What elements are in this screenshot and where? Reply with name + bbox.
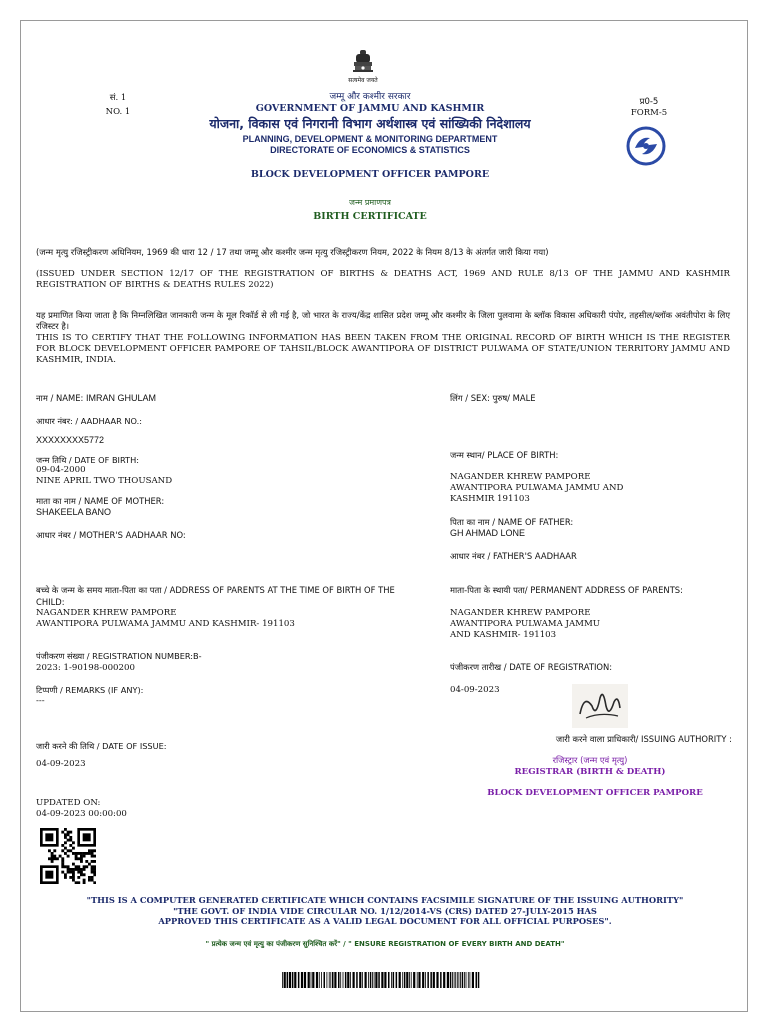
office-title: BLOCK DEVELOPMENT OFFICER PAMPORE: [250, 169, 490, 180]
sex-label: लिंग / SEX:: [450, 393, 490, 403]
barcode: [282, 972, 482, 988]
father-name-label: पिता का नाम / NAME OF FATHER:: [450, 517, 574, 527]
place-of-birth-line3: KASHMIR 191103: [450, 494, 530, 504]
national-emblem-icon: [349, 48, 377, 78]
certificate-title-hi: जन्म प्रमाणपत्र: [349, 198, 391, 207]
issue-date-value: 04-09-2023: [36, 759, 86, 769]
registrar-title-hi: रजिस्ट्रार (जन्म एवं मृत्यु): [552, 755, 628, 765]
form-number-en: FORM-5: [630, 108, 668, 118]
father-name-value: GH AHMAD LONE: [450, 528, 526, 538]
issued-under-hi: (जन्म मृत्यु रजिस्ट्रीकरण अधिनियम, 1969 की धारा 12 / 17 तथा जम्मू और कश्मीर जन्म मृत्यु रजिस्ट्रीकरण नियम, 2022 के नियम 8/13 के अंतर्गत जारी किया गया): [36, 247, 549, 257]
department-title-en: PLANNING, DEVELOPMENT & MONITORING DEPARTMENT: [242, 134, 498, 144]
government-title-en: GOVERNMENT OF JAMMU AND KASHMIR: [255, 103, 485, 114]
father-aadhaar-label: आधार नंबर / FATHER'S AADHAAR: [450, 551, 577, 561]
remarks-value: ---: [36, 696, 45, 706]
dob-value: 09-04-2000: [36, 465, 86, 475]
registration-date-value: 04-09-2023: [450, 685, 500, 695]
birth-address-line1: NAGANDER KHREW PAMPORE: [36, 608, 177, 618]
permanent-address-line1: NAGANDER KHREW PAMPORE: [450, 608, 591, 618]
mother-name-value: SHAKEELA BANO: [36, 507, 112, 517]
dob-words: NINE APRIL TWO THOUSAND: [36, 476, 173, 486]
directorate-title-en: DIRECTORATE OF ECONOMICS & STATISTICS: [270, 145, 470, 155]
emblem-caption: सत्यमेव जयते: [348, 77, 378, 84]
name-label: नाम / NAME:: [36, 393, 84, 403]
issue-date-label: जारी करने की तिथि / DATE OF ISSUE:: [36, 741, 167, 751]
issuing-authority-label: जारी करने वाला प्राधिकारी/ ISSUING AUTHORITY :: [555, 734, 732, 744]
registration-number-value: 2023: 1-90198-000200: [36, 663, 135, 673]
registration-number-label: पंजीकरण संख्या / REGISTRATION NUMBER:B-: [36, 651, 202, 661]
registration-date-label: पंजीकरण तारीख / DATE OF REGISTRATION:: [450, 662, 613, 672]
office-footer-title: BLOCK DEVELOPMENT OFFICER PAMPORE: [487, 788, 703, 798]
registrar-signature: [572, 684, 628, 728]
department-logo-icon: [626, 126, 666, 166]
permanent-address-line2: AWANTIPORA PULWAMA JAMMU: [450, 619, 601, 629]
place-of-birth-line1: NAGANDER KHREW PAMPORE: [450, 472, 591, 482]
permanent-address-line3: AND KASHMIR- 191103: [450, 630, 557, 640]
form-number-hi: प्र0-5: [639, 97, 659, 107]
aadhaar-label: आधार नंबर: / AADHAAR NO.:: [36, 416, 142, 426]
name-value: IMRAN GHULAM: [86, 393, 157, 403]
department-title-hi: योजना, विकास एवं निगरानी विभाग अर्थशास्त्र एवं सांख्यिकी निदेशालय: [209, 116, 531, 131]
mother-name-label: माता का नाम / NAME OF MOTHER:: [36, 496, 165, 506]
issued-under-en: (ISSUED UNDER SECTION 12/17 OF THE REGISTRATION OF BIRTHS & DEATHS ACT, 1969 AND RULE 8/13 OF THE JAMMU AND KASHMIR REGISTRATION OF BIRTHS & DEATHS RULES 2022): [36, 269, 730, 290]
remarks-label: टिप्पणी / REMARKS (IF ANY):: [36, 685, 144, 695]
footer-note-2: "THE GOVT. OF INDIA VIDE CIRCULAR NO. 1/12/2014-VS (CRS) DATED 27-JULY-2015 HAS: [173, 906, 597, 916]
sex-row: [450, 393, 730, 404]
certificate-title-en: BIRTH CERTIFICATE: [313, 211, 427, 222]
registrar-title-en: REGISTRAR (BIRTH & DEATH): [514, 767, 666, 777]
footer-note-1: "THIS IS A COMPUTER GENERATED CERTIFICATE WHICH CONTAINS FACSIMILE SIGNATURE OF THE ISSUING AUTHORITY": [86, 895, 684, 905]
name-row: [36, 393, 416, 405]
place-of-birth-line2: AWANTIPORA PULWAMA JAMMU AND: [450, 483, 624, 493]
place-of-birth-label: जन्म स्थान/ PLACE OF BIRTH:: [450, 450, 559, 460]
aadhaar-value: XXXXXXXX5772: [36, 435, 105, 445]
birth-address-label: बच्चे के जन्म के समय माता-पिता का पता / ADDRESS OF PARENTS AT THE TIME OF BIRTH OF THE CHILD:: [36, 585, 395, 607]
serial-number-en: NO. 1: [105, 107, 131, 117]
certify-statement-hi: यह प्रमाणित किया जाता है कि निम्नलिखित जानकारी जन्म के मूल रिकॉर्ड से ली गई है, जो भारत के राज्य/केंद्र शासित प्रदेश जम्मू और कश्मीर के जिला पुलवामा के ब्लॉक विकास अधिकारी पंपोर, तहसील/ब्लॉक अवंतीपोरा के लिए रजिस्टर है।: [36, 310, 730, 331]
qr-code: [40, 828, 96, 884]
updated-on-value: 04-09-2023 00:00:00: [36, 809, 127, 819]
updated-on-label: UPDATED ON:: [36, 798, 101, 808]
certify-statement-en: THIS IS TO CERTIFY THAT THE FOLLOWING INFORMATION HAS BEEN TAKEN FROM THE ORIGINAL RECORD OF BIRTH WHICH IS THE REGISTER FOR BLOCK DEVELOPMENT OFFICER PAMPORE OF TAHSIL/BLOCK AWANTIPORA OF DISTRICT PULWAMA OF STATE/UNION TERRITORY JAMMU AND KASHMIR, INDIA.: [36, 333, 730, 365]
mother-aadhaar-label: आधार नंबर / MOTHER'S AADHAAR NO:: [36, 530, 186, 540]
serial-number-hi: सं. 1: [109, 93, 127, 103]
birth-address-line2: AWANTIPORA PULWAMA JAMMU AND KASHMIR- 191103: [36, 619, 295, 629]
footer-slogan: " प्रत्येक जन्म एवं मृत्यु का पंजीकरण सुनिश्चित करें" / " ENSURE REGISTRATION OF EVERY BIRTH AND DEATH": [205, 940, 565, 948]
footer-note-3: APPROVED THIS CERTIFICATE AS A VALID LEGAL DOCUMENT FOR ALL OFFICIAL PURPOSES".: [158, 916, 612, 926]
government-title-hi: जम्मू और कश्मीर सरकार: [329, 92, 411, 102]
sex-value: पुरुष/ MALE: [492, 393, 536, 403]
dob-label: जन्म तिथि / DATE OF BIRTH:: [36, 455, 139, 465]
permanent-address-label: माता-पिता के स्थायी पता/ PERMANENT ADDRESS OF PARENTS:: [450, 585, 683, 595]
